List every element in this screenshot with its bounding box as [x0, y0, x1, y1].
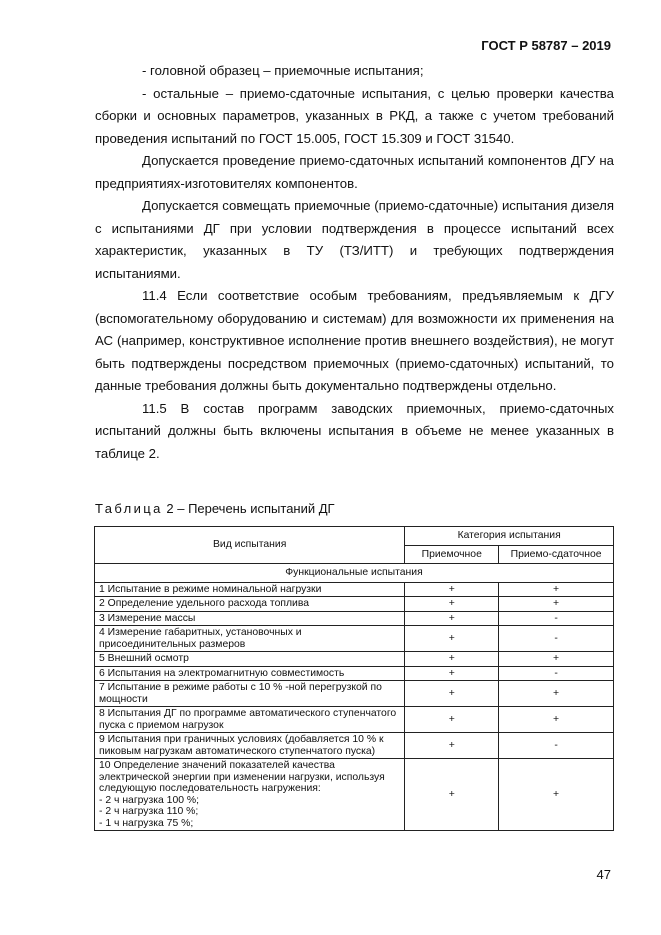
paragraph: - головной образец – приемочные испытания; [142, 63, 424, 78]
table-cell-handover: - [499, 611, 614, 626]
table-header-row [95, 527, 614, 546]
table-row [95, 597, 614, 612]
table-cell-test-name: 9 Испытания при граничных условиях (добавляется 10 % к пиковым нагрузкам автоматического ступенчатого пуска) [95, 733, 405, 759]
table-cell-handover: - [499, 733, 614, 759]
tests-table [94, 526, 614, 831]
table-cell-test-name: 6 Испытания на электромагнитную совместимость [95, 666, 405, 681]
table-cell-test-name: 3 Измерение массы [95, 611, 405, 626]
paragraph: - остальные – приемо-сдаточные испытания, с целью проверки качества сборки и основных параметров, указанных в РКД, а также с учетом требований проведения испытаний по ГОСТ 15.005, ГОСТ 15.309 и ГОСТ 31540. [95, 85, 614, 146]
table-cell-acceptance: + [405, 707, 499, 733]
table-row [95, 652, 614, 667]
column-header-handover: Приемо-сдаточное [499, 545, 614, 564]
table-caption-prefix: Таблица [95, 501, 163, 516]
table-cell-acceptance: + [405, 626, 499, 652]
table-cell-test-name: 1 Испытание в режиме номинальной нагрузки [95, 582, 405, 597]
table-row [95, 626, 614, 652]
table-cell-handover: - [499, 666, 614, 681]
section-row [95, 564, 614, 583]
table-row [95, 759, 614, 831]
table-cell-acceptance: + [405, 597, 499, 612]
table-cell-acceptance: + [405, 666, 499, 681]
table-row [95, 681, 614, 707]
column-header-test-type: Вид испытания [95, 527, 405, 564]
paragraph-clause-11-5: 11.5 В состав программ заводских приемочных, приемо-сдаточных испытаний должны быть включены испытания в объеме не менее указанных в таблице 2. [95, 400, 614, 461]
table-cell-handover: + [499, 707, 614, 733]
table-row [95, 582, 614, 597]
table-cell-test-name: 2 Определение удельного расхода топлива [95, 597, 405, 612]
table-cell-test-name: 4 Измерение габаритных, установочных и присоединительных размеров [95, 626, 405, 652]
table-row [95, 733, 614, 759]
table-cell-acceptance: + [405, 582, 499, 597]
table-cell-test-name: 10 Определение значений показателей качества электрической энергии при изменении нагрузки, используя следующую последовательность нагружения: - 2 ч нагрузка 100 %; - 2 ч нагрузка 110 %; - 1 ч нагрузка 75 %; [95, 759, 405, 831]
table-cell-acceptance: + [405, 759, 499, 831]
table-cell-acceptance: + [405, 681, 499, 707]
paragraph-clause-11-4: 11.4 Если соответствие особым требованиям, предъявляемым к ДГУ (вспомогательному оборудованию и системам) для возможности их применения на АС (например, конструктивное исполнение против внешнего воздействия), не могут быть подтверждены посредством приемочных (приемо-сдаточных) испытаний, то данные требования должны быть документально подтверждены отдельно. [95, 288, 614, 393]
section-title: Функциональные испытания [95, 564, 614, 583]
table-cell-handover: + [499, 681, 614, 707]
table-cell-handover: + [499, 652, 614, 667]
table-cell-acceptance: + [405, 611, 499, 626]
table-cell-acceptance: + [405, 733, 499, 759]
table-cell-handover: + [499, 597, 614, 612]
table-cell-test-name: 5 Внешний осмотр [95, 652, 405, 667]
table-cell-handover: + [499, 759, 614, 831]
table-cell-acceptance: + [405, 652, 499, 667]
paragraph: Допускается проведение приемо-сдаточных испытаний компонентов ДГУ на предприятиях-изготовителях компонентов. [95, 153, 614, 191]
page-number: 47 [596, 867, 611, 882]
document-code: ГОСТ Р 58787 – 2019 [481, 38, 611, 53]
body-text [95, 60, 614, 465]
table-caption [95, 501, 335, 516]
column-header-acceptance: Приемочное [405, 545, 499, 564]
table-cell-test-name: 7 Испытание в режиме работы с 10 % -ной перегрузкой по мощности [95, 681, 405, 707]
table-cell-handover: + [499, 582, 614, 597]
table-row [95, 666, 614, 681]
table-row [95, 707, 614, 733]
table-cell-handover: - [499, 626, 614, 652]
table-row [95, 611, 614, 626]
table-caption-title: 2 – Перечень испытаний ДГ [162, 501, 335, 516]
table-cell-test-name: 8 Испытания ДГ по программе автоматического ступенчатого пуска с приемом нагрузок [95, 707, 405, 733]
column-header-category: Категория испытания [405, 527, 614, 546]
paragraph: Допускается совмещать приемочные (приемо-сдаточные) испытания дизеля с испытаниями ДГ при условии подтверждения в процессе испытаний всех характеристик, указанных в ТУ (ТЗ/ИТТ) и требующих подтверждения испытаниями. [95, 198, 614, 281]
